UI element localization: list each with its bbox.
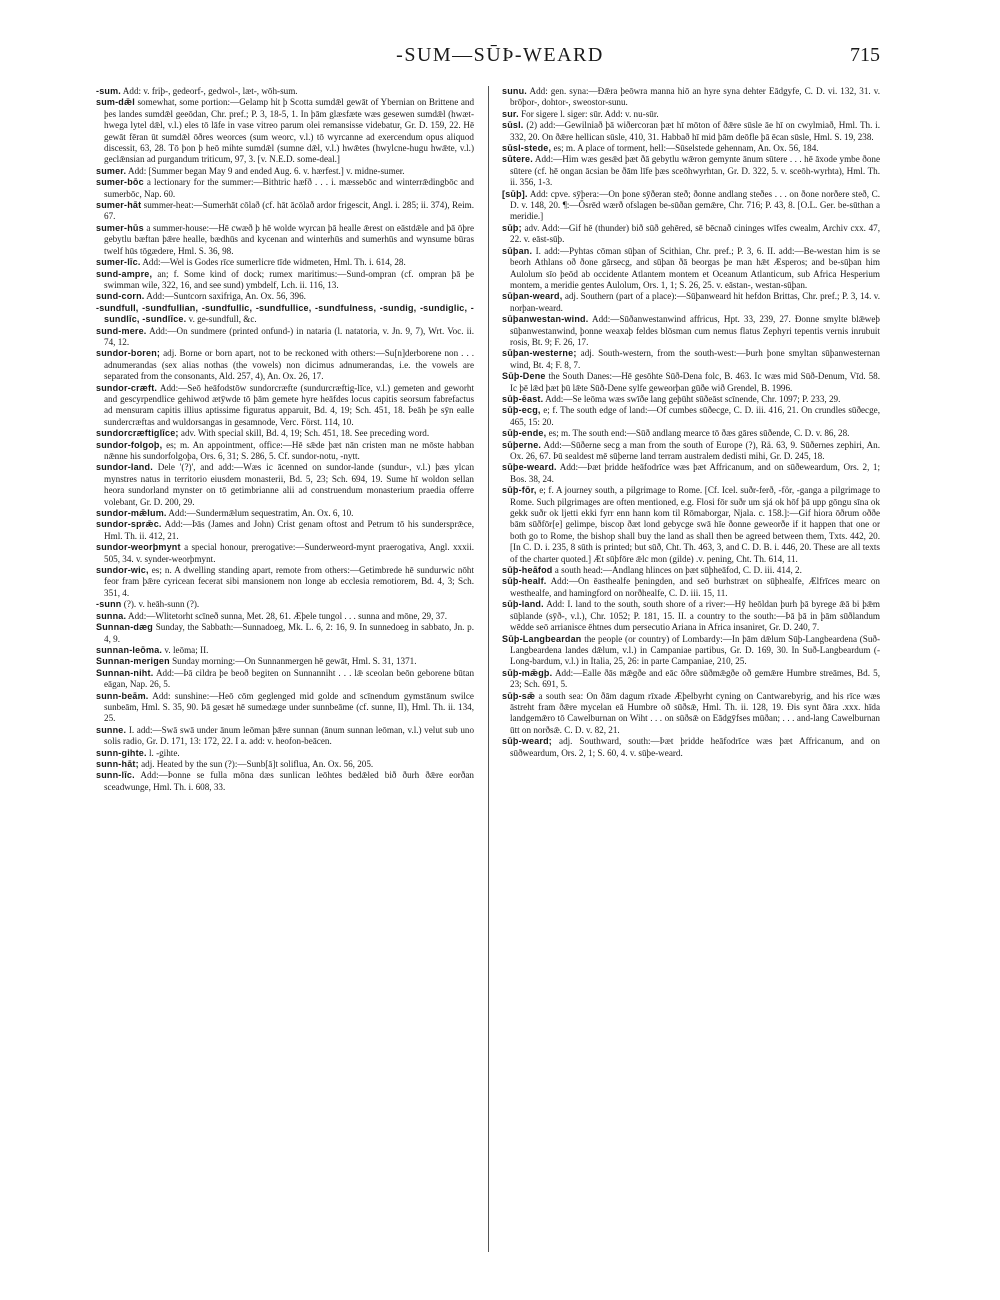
entry-headword: sund-mere.: [96, 325, 147, 336]
entry-definition: e; f. A journey south, a pilgrimage to Rome. [Cf. Icel. suðr-ferð, -för, -ganga a pilgrimage to Rome. Such pilgrimages are often mentioned, e.g. Flosi fōr suðr um sjá ok hōf þā upp gōngu sīna ok gekk suðr ok ljetti ekki fyrr enn hann kom til Rōmaborgar, Njala. c. 158.]:—Gif hiora ōðrum oððe bām sūðfōr[e] gelimpe, biscop ðæt lond gebycge swā hīe ðonne geweorðe if it happen that one or both go to Rome, the bishop shall buy the land as shall then be agreed between them, Txts. 442, 20. [In C. D. i. 235, 8 sūth is printed; but sūð, Cht. Th. 463, 3, and C. D. B. i. 446, 20. These are all texts of the charter quoted.] Æt sūþfōre ǣlc mon (gilde) .v. pening, Cht. Th. 614, 11.: [510, 485, 880, 564]
entry-definition: (?). v. heāh-sunn (?).: [123, 599, 200, 610]
dictionary-entry: [502, 634, 880, 668]
entry-headword: sundor-cræft.: [96, 382, 158, 393]
entry-definition: adj. Borne or born apart, not to be reckoned with others:—Su[n]derborene non . . . adnumerandas (sex alias nothas (the vowels) non dicimus adnumerandas, i.e. the vowels are separated from the consonants, Ald. 257, 4), An. Ox. 26, 17.: [104, 348, 474, 382]
entry-definition: adj. Southward, south:—Þæt þridde heāfodrīce wæs þæt Affricanum, and on sūðweardum, Ors. 2, 1; S. 60, 4. v. sūþe-weard.: [510, 736, 880, 758]
dictionary-entry: [96, 97, 474, 165]
entry-definition: v. leōma; II.: [164, 644, 209, 655]
dictionary-entry: [96, 565, 474, 599]
dictionary-entry: [96, 348, 474, 382]
entry-definition: the South Danes:—Hē gesōhte Sūð-Dena folc, B. 463. Ic wæs mid Sūð-Denum, Vīd. 58. Ic þē lǣd þæt þū lǣte Sūð-Dene sylfe geweorþan gūðe wið Grendel, B. 1996.: [510, 371, 880, 393]
entry-headword: sūþ-land.: [502, 599, 544, 610]
dictionary-entry: [502, 109, 880, 120]
entry-headword: sundor-wic,: [96, 565, 149, 576]
left-column: [96, 86, 474, 1252]
entry-definition: Add:—Þæt þridde heāfodrīce wæs þæt Affricanum, and on sūðeweardum, Ors. 2, 1; Bos. 38, 24.: [510, 462, 880, 484]
running-head: [0, 44, 1000, 74]
dictionary-entry: [96, 257, 474, 268]
entry-definition: somewhat, some portion:—Gelamp hit þ Scotta sumdǣl gewāt of Ybernian on Brittene and þes landes sumdǣl geeōdan, Chr. pref.; P. 3, 18-5, 1. In þām glæsfæte wæs gesewen sumdǣl (hwæt-hwega lytel dǣl, v.l.) eles tō lāfe in vase vitreo parum olei remansisse videbatur, Gr. D. 159, 22. Hē gewāt fēran ūt sumdǣl ōðres weorces (sum weorc, v.l.) tō wyrcanne ad exercendum opus aliquod discessit, 63, 28. Tō þon þ heō mihte sumdǣl (sumne dǣl, v.l.) hwǣtes (hwylcne-hugu hwǣte, v.l.) geclǣnsian ad purgandum triticum, 97, 3. [v. N.E.D. some-deal.]: [104, 97, 474, 165]
entry-headword: sunnan-leōma.: [96, 644, 163, 655]
dictionary-entry: [96, 668, 474, 691]
entry-headword: sunn-hāt;: [96, 758, 139, 769]
dictionary-entry: [96, 462, 474, 508]
entry-headword: sundor-mǣlum.: [96, 508, 167, 519]
entry-headword: sunn-gihte.: [96, 747, 147, 758]
entry-definition: a special honour, prerogative:—Sunderweord-mynt praerogativa, Angl. xxxii. 505, 34. v. synder-weorþmynt.: [104, 542, 474, 564]
entry-definition: e; f. The south edge of land:—Of cumbes sūðecge, C. D. iii. 416, 21. On crundles sūðecge, 465, 15: 20.: [510, 405, 880, 427]
dictionary-entry: [502, 485, 880, 565]
entry-headword: sumer-līc.: [96, 257, 141, 268]
entry-definition: I. add:—Pyhtas cōman sūþan of Scithian, Chr. pref.; P. 3, 6. II. add:—Be-westan him is se beorh Athlans oð ðone gārsecg, and sūþan ðā beorgas þe man hǣt Æsperos; and be-sūþan him Aulolum sīo þeōd ab occidente Atlantem montem et Oceanum Atlanticum, sub Africa Hesperium montem, a meridie gentes Aulolum, Ors. 1, 1; S. 26, 25. v. eāstan-, westan-sūþan.: [510, 245, 880, 290]
entry-headword: sunu.: [502, 86, 527, 96]
entry-definition: a lectionary for the summer:—Bithtric hæfð . . . i. mæssebōc and winterrǣdingbōc and sumerbōc, Nap. 60.: [104, 177, 474, 199]
dictionary-entry: [502, 736, 880, 759]
entry-definition: Add:—Se leōma wæs swīðe lang geþūht sūðeāst scīnende, Chr. 1097; P. 233, 29.: [545, 393, 841, 404]
entry-definition: adv. Add:—Gif hē (thunder) bið sūð gehēred, sē bēcnað cininges wīfes cwealm, Archiv cxx. 47, 22. v. eāst-sūþ.: [510, 222, 880, 245]
entry-headword: sumer-hāt: [96, 200, 142, 211]
entry-headword: sūþan-weard,: [502, 291, 563, 302]
column-divider: [488, 86, 489, 1252]
entry-headword: sundor-folgoþ,: [96, 439, 163, 450]
entry-definition: es; m. The south end:—Sūð andlang mearce tō ðæs gāres sūðende, C. D. v. 86, 28.: [548, 428, 850, 439]
entry-headword: sunne.: [96, 724, 127, 735]
entry-definition: adj. Heated by the sun (?):—Sunb[ā]t solifluа, An. Ox. 56, 205.: [141, 758, 374, 769]
entry-headword: sūsl.: [502, 120, 524, 131]
entry-definition: adj. Southern (part of a place):—Sūþanweard hit hefdon Brittas, Chr. pref.; P. 3, 14. v. norþan-weard.: [510, 291, 880, 313]
dictionary-entry: [96, 645, 474, 656]
entry-headword: [sūþ].: [502, 188, 528, 199]
entry-definition: es; m. A place of torment, hell:—Sūselstede gehennam, An. Ox. 56, 184.: [553, 143, 819, 154]
entry-headword: sūþ-weard;: [502, 736, 553, 747]
entry-definition: a south sea: On ðām dagum rīxade Æþelbyrht cyning on Cantwarebyrig, and his rīce wæs āstreht fram ðǣre mycelan eā Humbre oð sūðsǣ, Hml. Th. ii. 128, 19. Ðis synt ðāra .xxx. hīda landgemǣro tō Cawelburnan on Wiht . . . on sūðsǣ on Eādgȳfses mūðan; . . . and-lang Cawelburnan ūtt on norðsǣ. C. D. v. 82, 21.: [510, 690, 880, 735]
entry-headword: sūþan-westerne;: [502, 348, 577, 359]
dictionary-entry: [96, 326, 474, 349]
entry-definition: Add:—Seō heāfodstōw sundorcræfte (sundurcræftig-līce, v.l.) gemeten and geworht and gescyrpendlice gehiwod ætȳwde tō þām gemete hyre heāfdes locus capitis seorsum fabrefactus ad mensuram capitis illius aptissime figuratus apparuit, Bd. 4, 19; Sch. 451, 18. Þeāh þe sȳn ealle sundercræftas and wuldorsangas in gesamnode, Verc. Först. 114, 10.: [104, 382, 474, 427]
entry-headword: sūþ-fōr,: [502, 485, 537, 496]
entry-headword: sūþ-healf.: [502, 576, 547, 587]
dictionary-entry: [96, 656, 474, 667]
entry-definition: Add:—Ealle ðās mǣgðe and eāc ōðre sūðmǣgðe oð gemǣre Humbre streāmes, Bd. 5, 23; Sch. 691, 5.: [510, 667, 880, 690]
dictionary-entry: [96, 622, 474, 645]
entry-headword: sūþe-weard.: [502, 462, 557, 473]
dictionary-entry: [96, 770, 474, 793]
dictionary-entry: [502, 223, 880, 246]
entry-headword: -sum.: [96, 86, 122, 96]
entry-definition: a south head:—Andlang hlinces on þæt sūþheāfod, C. D. iii. 414, 2.: [554, 565, 802, 576]
dictionary-entry: [96, 440, 474, 463]
dictionary-entry: [502, 371, 880, 394]
entry-definition: adj. South-western, from the south-west:—Þurh þone smyltan sūþanwesternan wind, Bt. 4; F. 8, 7.: [510, 348, 880, 370]
entry-definition: Add: I. land to the south, south shore of a river:—Hȳ heōldan þurh þā byrege ǣā bi þǣm sūþlande (sȳð-, v.l.), Chr. 1052; P. 181, 15. II. a country to the south:—Þā þā in þām sūðlandum wēdde seō arrianisce ēhtnes dum persecutio Ariana in Africa insaniret, Gr. D. 240, 7.: [510, 599, 880, 633]
dictionary-entry: [502, 394, 880, 405]
dictionary-entry: [96, 291, 474, 302]
entry-headword: sūþerne.: [502, 439, 542, 450]
entry-headword: sunn-līc.: [96, 770, 135, 781]
two-column-body: [96, 86, 880, 1252]
entry-definition: Add:—Him wæs gesǣd þæt ðā gebytlu wǣron gemynte ānum sūtere . . . hē āxode ymbe ðone sūtere (cf. hē ongan ācsian be ðām līfe þæs sceōhwyrhtan, Gr. D. 322, 5. v. sceōh-wyrhta), Hml. Th. ii. 356, 1-3.: [510, 154, 880, 188]
dictionary-entry: [502, 314, 880, 348]
right-column: [502, 86, 880, 1252]
entry-definition: v. ge-sundfull, &c.: [188, 314, 257, 325]
dictionary-entry: [96, 383, 474, 429]
entry-definition: es; m. An appointment, office:—Hē sǣde þæt nān cristen man ne mōste habban nǣnne his sundorfolgoþa, Ors. 6, 31; S. 286, 5. Cf. sundor-notu, -nytt.: [104, 439, 474, 461]
dictionary-entry: [502, 154, 880, 188]
entry-headword: Sūþ-Langbeardan: [502, 633, 582, 644]
dictionary-entry: [502, 143, 880, 154]
entry-headword: sundorcræftiglīce;: [96, 428, 179, 439]
entry-headword: sundor-land.: [96, 462, 153, 473]
entry-headword: Sunnan-niht.: [96, 667, 154, 678]
running-title: -SUM—SŪÞ-WEARD: [396, 44, 604, 66]
entry-definition: Add: cpve. sȳþera:—On þone sȳðeran steð; ðonne andlang steðes . . . on ðone norðere steð, C. D. v. 148, 20. ¶:—Ōsrēd wærð ofslagen be-sūðan gemǣre, Chr. 716; P. 43, 8. [O.L. Ger. be-sūthan a meridie.]: [510, 188, 880, 222]
entry-headword: Sūþ-Dene: [502, 371, 546, 382]
entry-headword: sūþ-mǣgþ.: [502, 667, 553, 678]
entry-headword: sur.: [502, 108, 519, 119]
dictionary-entry: [96, 599, 474, 610]
dictionary-entry: [96, 508, 474, 519]
entry-definition: Add: [Summer began May 9 and ended Aug. 6. v. hærfest.] v. midne-sumer.: [128, 165, 405, 176]
dictionary-entry: [96, 166, 474, 177]
dictionary-entry: [96, 542, 474, 565]
entry-definition: Add:—Þonne se fulla mōna dæs sunlican leōhtes bedǣled bið ðurh ðǣre eorðan sceadwunge, Hml. Th. i. 608, 33.: [104, 770, 474, 792]
dictionary-entry: [502, 120, 880, 143]
entry-definition: Add:—Þā cildra þe beoð begiten on Sunnanniht . . . lǣ sceolan beōn geborene būtan eāgan, Nap. 26, 5.: [104, 667, 474, 690]
dictionary-entry: [96, 200, 474, 223]
page-number: 715: [850, 44, 880, 66]
dictionary-entry: [502, 189, 880, 223]
entry-headword: sūsl-stede,: [502, 143, 552, 154]
entry-headword: sūþ;: [502, 222, 522, 233]
entry-definition: a summer-house:—Hē cwæð þ hē wolde wyrcan þā healle ǣrest on eāstdǣle and þā ōþre gebytlu bæftan þǣre healle, bædhūs and kycenan and winterhūs and sumerhūs and wynsume būras twelf hūs tōgædere, Hml. S. 36, 98.: [104, 222, 474, 256]
dictionary-entry: [502, 691, 880, 737]
dictionary-entry: [502, 405, 880, 428]
entry-definition: Add:—Sūðerne secg a man from the south of Europe (?), Rä. 63, 9. Sūðernes zephiri, An. Ox. 26, 67. Þū sealdest mē sūþerne land terram australem dedisti mihi, Gr. D. 245, 18.: [510, 439, 880, 461]
entry-headword: sūþ-ēast.: [502, 393, 544, 404]
entry-headword: sūþ-heāfod: [502, 565, 553, 576]
entry-definition: Add:—On sundmere (printed onfund-) in nataria (l. natatoria, v. Jn. 9, 7), Wrt. Voc. ii. 74, 12.: [104, 325, 474, 347]
entry-headword: sumer-hūs: [96, 222, 144, 233]
entry-headword: sumer.: [96, 165, 127, 176]
entry-definition: an; f. Some kind of dock; rumex maritimus:—Sund-ompran (cf. ompran þā þe swimman wile, 322, 16, and see sund) ymbdelf, Lch. ii. 116, 13.: [104, 268, 474, 290]
dictionary-entry: [502, 599, 880, 633]
dictionary-entry: [96, 269, 474, 292]
entry-definition: Add: v. friþ-, gedeorf-, gedwol-, læt-, wōh-sum.: [122, 86, 298, 96]
entry-headword: sumer-bōc: [96, 177, 144, 188]
entry-definition: For sigere l. siger: sūr. Add: v. nu-sūr.: [521, 108, 659, 119]
entry-definition: Dele '(?)', and add:—Wæs ic ācenned on sundor-lande (sundur-, v.l.) þæs ylcan mynstres natus in territorio eiusdem monasterii, Bd. 5, 23; Sch. 694, 19. Sume hī woldon sellan heora sundorland mynster on tō getimbrianne alii ad construendum monasterium praedia offerre volebant, Gr. D. 200, 29.: [104, 462, 474, 507]
entry-definition: Add:—Sundermǣlum sequestratim, An. Ox. 6, 10.: [168, 508, 354, 519]
entry-definition: Add: sunshine:—Heō cōm geglenged mid golde and scīnendum gymstānum swilce sunbeām, Hml. S. 35, 90. Þā gesæt hē sumedæge under sunnbeāme (cf. sunne, II), Hml. Th. ii. 134, 25.: [104, 690, 474, 724]
entry-headword: sūþanwestan-wind.: [502, 314, 589, 325]
entry-headword: sūþ-ecg,: [502, 405, 541, 416]
entry-definition: l. -gihte.: [148, 747, 180, 758]
entry-headword: sundor-boren;: [96, 348, 161, 359]
dictionary-entry: [502, 86, 880, 109]
entry-definition: the people (or country) of Lombardy:—In þām dǣlum Sūþ-Langbeardena (Suð-Langbeardena landes dǣlum, v.l.) in Campaniae partibus, Gr. D. 169, 30. In Suð-Langbeardum (-Long-bardum, v.l.) in Italia, 25, 26: in parte Campaniae, 210, 25.: [510, 633, 880, 667]
entry-headword: sunna.: [96, 610, 127, 621]
entry-definition: summer-heat:—Sumerhāt cōlað (cf. hāt ācōlað ardor frigescit, Angl. i. 285; ii. 374), Reim. 67.: [104, 200, 474, 222]
entry-headword: sūþ-sǣ: [502, 690, 536, 701]
entry-definition: Add:—Þās (James and John) Crist genam oftost and Petrum tō his sundersprǣce, Hml. Th. ii. 412, 21.: [104, 519, 474, 541]
entry-definition: Add:—Wlitetorht scīneð sunna, Met. 28, 61. Æþele tungol . . . sunna and mōne, 29, 37.: [128, 610, 448, 621]
entry-definition: Sunday, the Sabbath:—Sunnadoeg, Mk. L. 6, 2: 16, 9. In sunnedoeg in sabbato, Jn. p. 4, 9.: [104, 622, 474, 644]
entry-headword: sunn-beām.: [96, 690, 149, 701]
entry-headword: sund-ampre,: [96, 268, 153, 279]
dictionary-entry: [96, 759, 474, 770]
entry-headword: sundor-weorþmynt: [96, 542, 181, 553]
dictionary-entry: [96, 519, 474, 542]
dictionary-entry: [502, 348, 880, 371]
dictionary-entry: [96, 691, 474, 725]
entry-headword: sūþ-ende,: [502, 428, 547, 439]
entry-headword: Sunnan-merigen: [96, 656, 170, 667]
entry-definition: Add:—On ēasthealfe þeningden, and seō burhstræt on sūþhealfe, Ælfrīces mearc on westhealfe, and hamingford on norðhealfe, C. D. iii. 15, 11.: [510, 576, 880, 598]
dictionary-entry: [96, 428, 474, 439]
entry-headword: -sunn: [96, 599, 122, 610]
entry-definition: Add:—Suntcorn saxifriga, An. Ox. 56, 396.: [146, 291, 306, 302]
dictionary-entry: [96, 725, 474, 748]
entry-definition: es; n. A dwelling standing apart, remote from others:—Getimbrede hē sundurwic nōht feor fram þǣre cyricean fecerat sibi mansionem non longe ab ecclesia remotiorem, Bd. 4, 3; Sch. 351, 4.: [104, 565, 474, 598]
dictionary-entry: [96, 86, 474, 97]
entry-headword: -sundfull, -sundfullian, -sundfullic, -sundfullice, -sundfulness, -sundig, -sundiglic, -sundlīc, -sundlīce.: [96, 302, 474, 325]
dictionary-entry: [502, 668, 880, 691]
entry-headword: sūþan.: [502, 245, 533, 256]
dictionary-entry: [502, 246, 880, 292]
entry-headword: sum-dǣl: [96, 97, 135, 108]
dictionary-entry: [96, 748, 474, 759]
dictionary-entry: [502, 565, 880, 576]
entry-definition: Sunday morning:—On Sunnanmergen hē gewāt, Hml. S. 31, 1371.: [172, 656, 417, 667]
dictionary-entry: [502, 576, 880, 599]
dictionary-entry: [502, 428, 880, 439]
entry-definition: Add:—Sūðanwestanwind affricus, Hpt. 33, 239, 27. Ðonne smylte blǣweþ sūþanwestanwind, þonne weaxaþ feldes blōsman cum nemus flatus Zephyri tepentis vernis inrubuit rosis, Bt. 9; F. 26, 17.: [510, 314, 880, 347]
entry-headword: sundor-sprǣc.: [96, 519, 162, 530]
dictionary-entry: [502, 440, 880, 463]
dictionary-entry: [502, 462, 880, 485]
entry-definition: Add:—Wel is Godes rīce sumerlicre tīde widmeten, Hml. Th. i. 614, 28.: [142, 257, 406, 268]
entry-definition: I. add:—Swā swā under ānum leōman þǣre sunnan (ānum sunnan leōman, v.l.) velut sub uno solis radio, Gr. D. 171, 13: 172, 22. I a. add: v. heofon-beācen.: [104, 724, 474, 747]
entry-headword: sūtere.: [502, 154, 533, 165]
dictionary-entry: [96, 303, 474, 326]
dictionary-entry: [96, 223, 474, 257]
entry-headword: sund-corn.: [96, 291, 145, 302]
dictionary-entry: [96, 177, 474, 200]
entry-headword: Sunnan-dæg: [96, 622, 153, 633]
dictionary-entry: [502, 291, 880, 314]
entry-definition: (2) add:—Gewilniað þā wiðercoran þæt hī mōton of ðǣre sūsle āe hī on cwylmiað, Hml. Th. i. 332, 20. On ðǣre hellican sūsle, 410, 31. Habbað hī mid þām deōfle þā ēcan sūsle, Hml. S. 19, 238.: [510, 120, 880, 142]
entry-definition: adv. With special skill, Bd. 4, 19; Sch. 451, 18. See preceding word.: [180, 428, 430, 439]
dictionary-entry: [96, 611, 474, 622]
entry-definition: Add: gen. syna:—Ðǣra þeōwra manna hiō an hyre syna dehter Eādgyfe, C. D. vi. 132, 31. v. brōþor-, dohtor-, sweostor-sunu.: [510, 86, 880, 108]
